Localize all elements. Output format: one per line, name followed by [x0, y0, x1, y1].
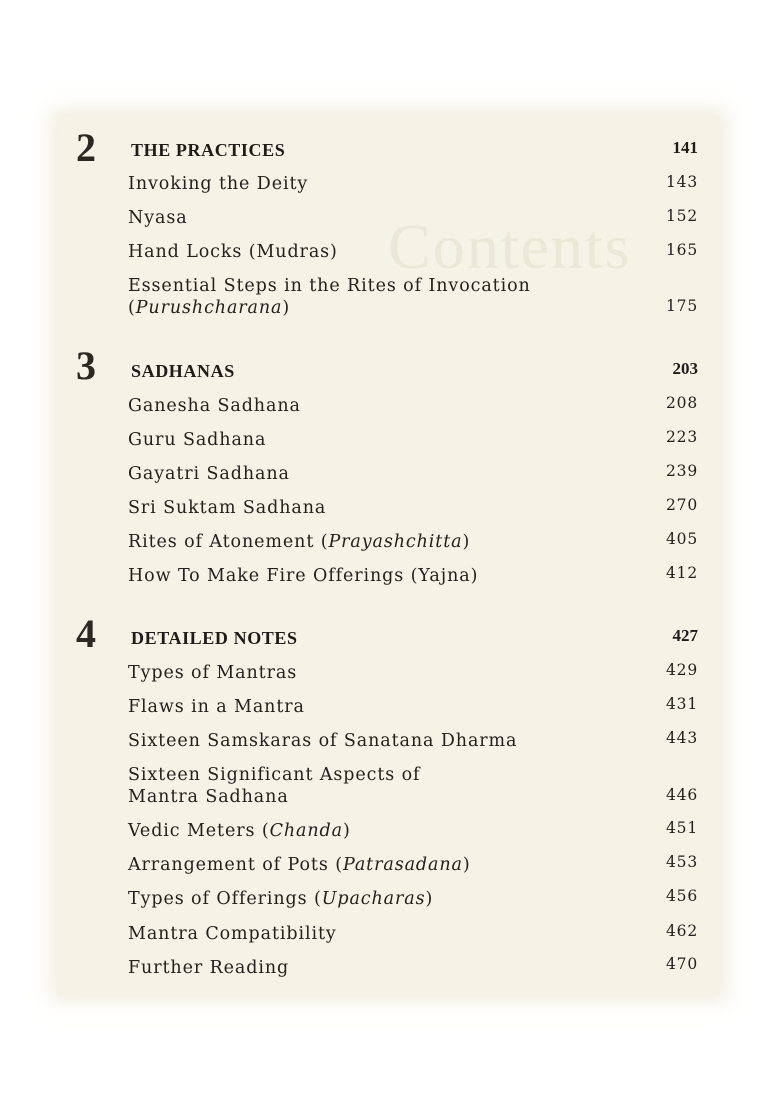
bleed-through-watermark: Contents	[388, 211, 632, 282]
entry-title: Ganesha Sadhana	[128, 396, 301, 416]
entry-title: Sri Suktam Sadhana	[128, 498, 327, 518]
entry-title: Hand Locks (Mudras)	[128, 242, 338, 262]
entry-page-number: 239	[666, 462, 698, 480]
section-number: 3	[76, 343, 96, 388]
toc-entry: Essential Steps in the Rites of Invocation (Purushcharana)	[128, 276, 531, 318]
entry-title-tail: )	[462, 855, 471, 875]
section-number: 2	[76, 125, 96, 170]
toc-entry	[128, 429, 698, 451]
entry-title-tail: )	[462, 532, 471, 552]
entry-title-italic: Upacharas	[321, 889, 426, 909]
entry-page-number: 451	[666, 819, 698, 837]
entry-title: Arrangement of Pots (	[128, 855, 343, 875]
entry-title-italic: Chanda	[269, 821, 343, 841]
entry-page-number: 223	[666, 428, 698, 446]
entry-title: How To Make Fire Offerings (Yajna)	[128, 566, 479, 586]
toc-entry	[128, 207, 698, 229]
section-page-number: 427	[672, 626, 698, 645]
entry-title: Sixteen Samskaras of Sanatana Dharma	[128, 731, 518, 751]
book-page	[58, 115, 720, 995]
section-title: SADHANAS	[131, 361, 235, 381]
entry-title-tail: )	[342, 821, 351, 841]
toc-entry	[128, 764, 698, 808]
entry-page-number: 446	[666, 786, 698, 804]
entry-title-italic: Prayashchitta	[328, 532, 463, 552]
entry-page-number: 453	[666, 853, 698, 871]
entry-page-number: 143	[666, 173, 698, 191]
entry-title: Rites of Atonement (	[128, 532, 329, 552]
entry-page-number: 462	[666, 922, 698, 940]
toc-entry	[128, 395, 698, 417]
entry-title: Sixteen Significant Aspects of	[128, 765, 421, 785]
entry-page-number: 208	[666, 394, 698, 412]
toc-entry	[128, 173, 698, 195]
entry-page-number: 405	[666, 530, 698, 548]
section-page-number: 203	[672, 359, 698, 378]
entry-page-number: 470	[666, 955, 698, 973]
entry-page-number: 165	[666, 241, 698, 259]
toc-entry	[128, 565, 698, 587]
entry-title: Gayatri Sadhana	[128, 464, 290, 484]
section-title: DETAILED NOTES	[131, 628, 298, 648]
toc-entry	[128, 957, 698, 979]
toc-entry	[128, 888, 698, 910]
toc-entry	[128, 531, 698, 553]
entry-title-line2: Mantra Sadhana	[128, 787, 289, 807]
entry-page-number: 270	[666, 496, 698, 514]
entry-page-number: 443	[666, 729, 698, 747]
entry-page-number: 431	[666, 695, 698, 713]
section-number: 4	[76, 611, 96, 656]
entry-title: Guru Sadhana	[128, 430, 267, 450]
entry-title: Mantra Compatibility	[128, 924, 337, 944]
entry-title: Further Reading	[128, 958, 290, 978]
entry-title-italic: Purushcharana	[135, 298, 283, 318]
entry-title: Flaws in a Mantra	[128, 697, 305, 717]
toc-entry	[128, 820, 698, 842]
section-title: THE PRACTICES	[131, 140, 286, 160]
entry-page-number: 152	[666, 207, 698, 225]
entry-title: Types of Mantras	[128, 663, 298, 683]
entry-page-number: 412	[666, 564, 698, 582]
entry-page-number: 456	[666, 887, 698, 905]
toc-entry	[128, 463, 698, 485]
toc-entry	[128, 730, 698, 752]
toc-entry	[128, 662, 698, 684]
entry-title-tail: )	[425, 889, 434, 909]
entry-title: Vedic Meters (	[128, 821, 270, 841]
toc-entry	[128, 497, 698, 519]
entry-page-number: 175	[666, 297, 698, 315]
toc-entry	[128, 241, 698, 263]
entry-page-number: 429	[666, 661, 698, 679]
entry-title: Nyasa	[128, 208, 188, 228]
section-page-number: 141	[672, 138, 698, 157]
toc-entry	[128, 696, 698, 718]
entry-title-italic: Patrasadana	[342, 855, 463, 875]
toc-entry	[128, 923, 698, 945]
entry-title: Invoking the Deity	[128, 174, 309, 194]
entry-title: Types of Offerings (	[128, 889, 322, 909]
toc-entry	[128, 854, 698, 876]
entry-title: Essential Steps in the Rites of Invocation	[128, 276, 531, 296]
